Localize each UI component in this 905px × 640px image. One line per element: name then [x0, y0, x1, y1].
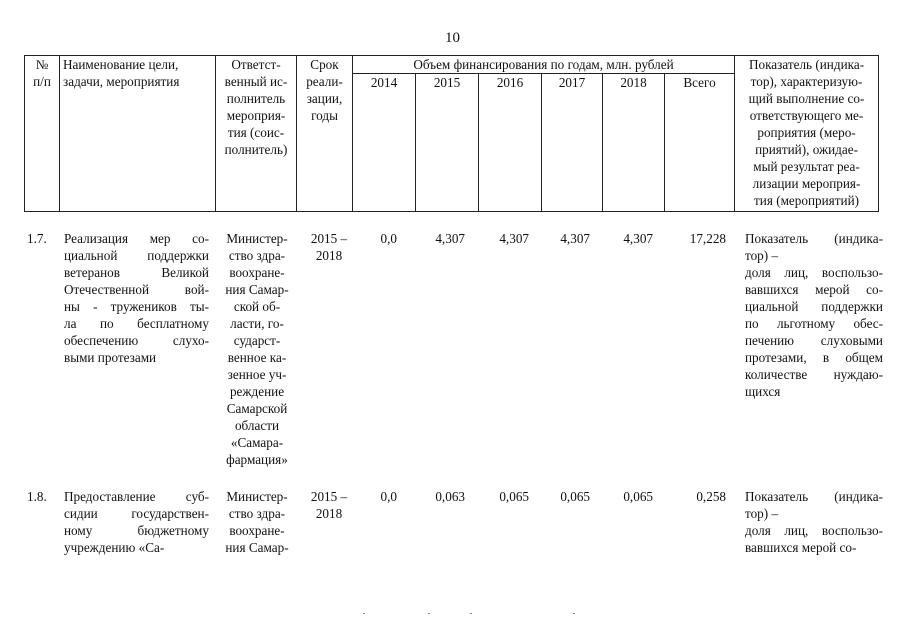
- row-name-line: выми протезами: [64, 350, 157, 365]
- header-responsible-line: полнитель: [226, 91, 286, 106]
- row-indicator-line: печению слуховыми: [745, 333, 883, 348]
- row-name-line: циальной поддержки: [64, 248, 209, 263]
- row-indicator-line: Показатель (индика-: [745, 231, 883, 246]
- row-indicator-line: щихся: [745, 384, 781, 399]
- row-year-value: 4,307: [623, 231, 653, 246]
- row-indicator-line: доля лиц, воспользо-: [745, 265, 883, 280]
- header-indicator-line: приятий), ожидае-: [755, 142, 858, 157]
- header-name: [60, 56, 216, 212]
- header-term-line: Срок: [310, 57, 339, 72]
- row-name-line: ному бюджетному: [64, 523, 209, 538]
- header-number: [25, 56, 60, 212]
- row-responsible-line: «Самара-: [230, 435, 284, 450]
- row-responsible-line: сударст-: [233, 333, 281, 348]
- row-name-line: ла по бесплатному: [64, 316, 209, 331]
- header-responsible-line: тия (соис-: [227, 125, 285, 140]
- row-year-value: 4,307: [435, 231, 465, 246]
- row-name-line: учреждению «Са-: [64, 540, 165, 555]
- row-term-line: 2015 –: [310, 489, 348, 504]
- header-indicator-line: тор), характеризую-: [750, 74, 863, 89]
- row-responsible-line: Министер-: [226, 231, 288, 246]
- row-year-value: 0,063: [435, 489, 465, 504]
- row-responsible-line: воохране-: [229, 523, 285, 538]
- row-total-value: 17,228: [689, 231, 726, 246]
- row-name-line: Реализация мер со-: [64, 231, 209, 246]
- row-number: 1.7.: [27, 231, 47, 246]
- row-indicator-line: Показатель (индика-: [745, 489, 883, 504]
- row-year-value: 0,065: [499, 489, 529, 504]
- row-responsible-line: ство здра-: [228, 248, 286, 263]
- header-indicator-line: мый результат реа-: [753, 159, 860, 174]
- row-responsible-line: области: [234, 418, 280, 433]
- header-indicator-line: щий выполнение со-: [748, 91, 865, 106]
- row-total-value: 0,258: [696, 489, 726, 504]
- row-year-value: 0,065: [560, 489, 590, 504]
- row-responsible-line: ния Самар-: [225, 540, 289, 555]
- header-financing: Объем финансирования по годам, млн. рублей: [353, 56, 735, 74]
- header-indicator-line: ответствующего ме-: [749, 108, 864, 123]
- scan-speck: [363, 613, 365, 614]
- header-term-line: зации,: [306, 91, 343, 106]
- row-term-line: 2018: [315, 248, 343, 263]
- scan-speck: [470, 613, 472, 614]
- header-year-2016: 2016: [479, 74, 542, 212]
- row-responsible-line: воохране-: [229, 265, 285, 280]
- header-responsible-line: мероприя-: [226, 108, 286, 123]
- header-name-line: Наименование цели,: [63, 57, 179, 72]
- row-indicator-line: тор) –: [745, 506, 779, 521]
- row-indicator-line: количестве нуждаю-: [745, 367, 883, 382]
- row-responsible-line: ния Самар-: [225, 282, 289, 297]
- header-year-2017: 2017: [542, 74, 603, 212]
- header-responsible-line: Ответст-: [231, 57, 281, 72]
- row-name-line: обеспечению слухо-: [64, 333, 209, 348]
- header-year-2018: 2018: [603, 74, 665, 212]
- header-name-line: задачи, мероприятия: [63, 74, 180, 89]
- row-indicator-line: тор) –: [745, 248, 779, 263]
- header-number-line: №: [35, 57, 49, 72]
- page-number: 10: [445, 30, 460, 46]
- row-term-line: 2018: [315, 506, 343, 521]
- header-indicator-line: Показатель (индика-: [748, 57, 865, 72]
- row-responsible-line: реждение: [229, 384, 285, 399]
- header-responsible-line: полнитель): [224, 142, 288, 157]
- header-year-total: Всего: [665, 74, 735, 212]
- row-indicator-line: протезами, в общем: [745, 350, 883, 365]
- row-number: 1.8.: [27, 489, 47, 504]
- header-year-2014: 2014: [353, 74, 416, 212]
- header-number-line: п/п: [33, 74, 51, 89]
- scan-speck: [573, 613, 575, 614]
- row-year-value: 0,0: [380, 489, 397, 504]
- row-responsible-line: ство здра-: [228, 506, 286, 521]
- row-responsible-line: зенное уч-: [227, 367, 287, 382]
- row-name-line: сидии государствен-: [64, 506, 209, 521]
- header-indicator: [735, 56, 879, 212]
- row-year-value: 0,065: [623, 489, 653, 504]
- row-name-line: ветеранов Великой: [64, 265, 209, 280]
- header-term-line: годы: [311, 108, 338, 123]
- row-indicator-line: доля лиц, воспользо-: [745, 523, 883, 538]
- header-responsible-line: венный ис-: [224, 74, 288, 89]
- row-indicator-line: вавшихся мерой со-: [745, 282, 883, 297]
- row-indicator-line: вавшихся мерой со-: [745, 540, 857, 555]
- row-responsible-line: Самарской: [226, 401, 288, 416]
- row-year-value: 4,307: [499, 231, 529, 246]
- header-indicator-line: лизации мероприя-: [752, 176, 861, 191]
- header-year-2015: 2015: [416, 74, 479, 212]
- header-indicator-line: тия (мероприятий): [754, 193, 860, 208]
- row-responsible-line: ской об-: [233, 299, 281, 314]
- row-indicator-line: по льготному обес-: [745, 316, 883, 331]
- row-name-line: Отечественной вой-: [64, 282, 209, 297]
- scan-speck: [428, 613, 430, 614]
- row-term-line: 2015 –: [310, 231, 348, 246]
- row-name-line: ны - тружеников ты-: [64, 299, 209, 314]
- row-responsible-line: ласти, го-: [230, 316, 284, 331]
- row-responsible-line: венное ка-: [227, 350, 287, 365]
- table-header: [24, 55, 879, 212]
- header-term-line: реали-: [306, 74, 343, 89]
- header-term: [297, 56, 353, 212]
- row-name-line: Предоставление суб-: [64, 489, 209, 504]
- header-indicator-line: роприятия (меро-: [757, 125, 856, 140]
- header-responsible: [216, 56, 297, 212]
- row-responsible-line: фармация»: [226, 452, 288, 467]
- row-year-value: 4,307: [560, 231, 590, 246]
- row-indicator-line: циальной поддержки: [745, 299, 883, 314]
- row-responsible-line: Министер-: [226, 489, 288, 504]
- row-year-value: 0,0: [380, 231, 397, 246]
